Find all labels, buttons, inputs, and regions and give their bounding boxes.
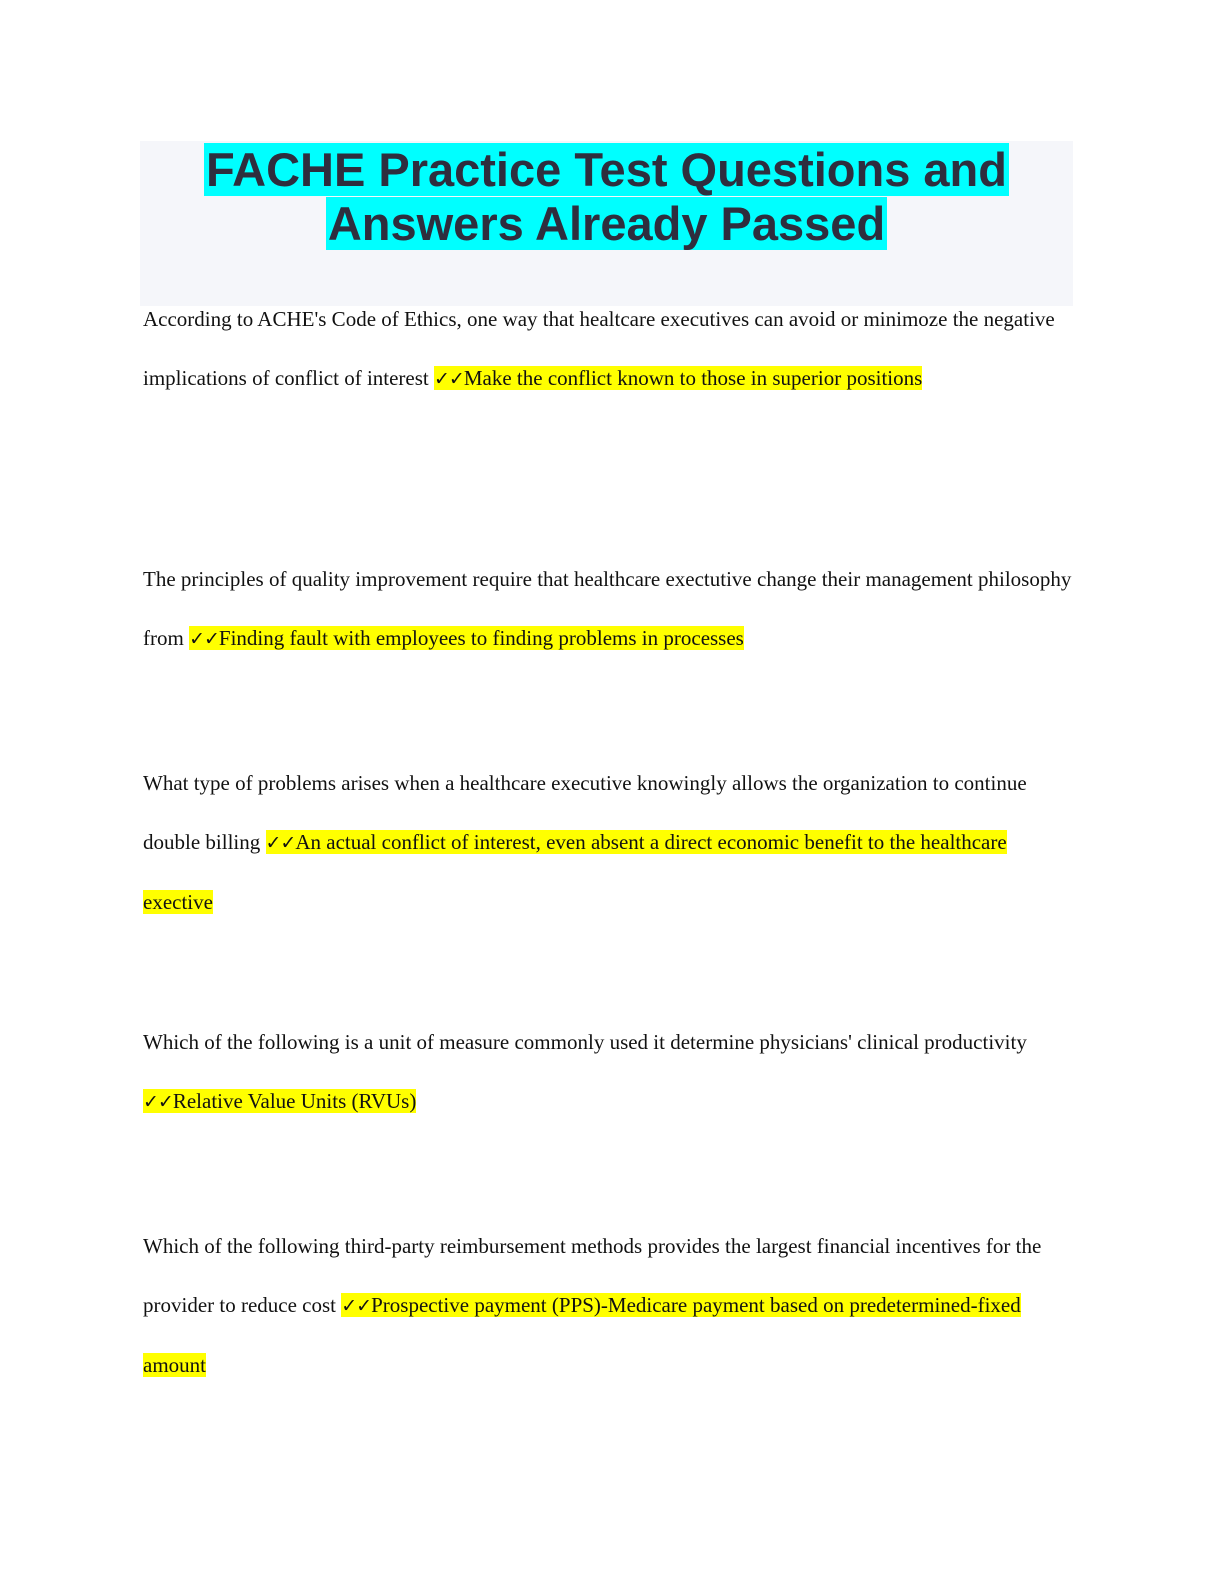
qa-item-4 xyxy=(143,1013,1073,1132)
question-text: What type of problems arises when a healthcare executive knowingly allows the organization to continue double billing xyxy=(143,771,1027,854)
qa-item-1 xyxy=(143,290,1073,409)
title-line-1: FACHE Practice Test Questions and xyxy=(206,143,1007,196)
question-text: Which of the following is a unit of measure commonly used it determine physicians' clinical productivity xyxy=(143,1030,1027,1054)
title-line-2: Answers Already Passed xyxy=(327,197,886,250)
double-check-icon: ✓✓ xyxy=(265,832,296,854)
double-check-icon: ✓✓ xyxy=(143,1091,173,1113)
answer-text: Make the conflict known to those in superior positions xyxy=(463,366,923,390)
qa-item-5 xyxy=(143,1217,1073,1395)
answer-highlight xyxy=(189,626,744,650)
document-title xyxy=(140,141,1073,251)
answer-text: An actual conflict of interest, even absent a direct economic benefit to the healthcare exective xyxy=(143,830,1007,914)
answer-highlight xyxy=(143,830,1007,914)
double-check-icon: ✓✓ xyxy=(434,368,464,390)
qa-item-2 xyxy=(143,550,1073,669)
question-text: According to ACHE's Code of Ethics, one way that healtcare executives can avoid or minimoze the negative implications of conflict of interest xyxy=(143,307,1055,390)
qa-item-3 xyxy=(143,754,1073,932)
answer-highlight xyxy=(143,1089,416,1113)
double-check-icon: ✓✓ xyxy=(189,628,219,650)
answer-highlight xyxy=(434,366,922,390)
double-check-icon: ✓✓ xyxy=(341,1295,372,1317)
title-banner xyxy=(140,141,1073,306)
answer-text: Relative Value Units (RVUs) xyxy=(172,1089,417,1113)
answer-text: Finding fault with employees to finding problems in processes xyxy=(218,626,744,650)
answer-text: Prospective payment (PPS)-Medicare payment based on predetermined-fixed amount xyxy=(143,1293,1021,1377)
question-text: The principles of quality improvement require that healthcare exectutive change their management philosophy from xyxy=(143,567,1072,650)
question-text: Which of the following third-party reimbursement methods provides the largest financial incentives for the provider to reduce cost xyxy=(143,1234,1042,1317)
